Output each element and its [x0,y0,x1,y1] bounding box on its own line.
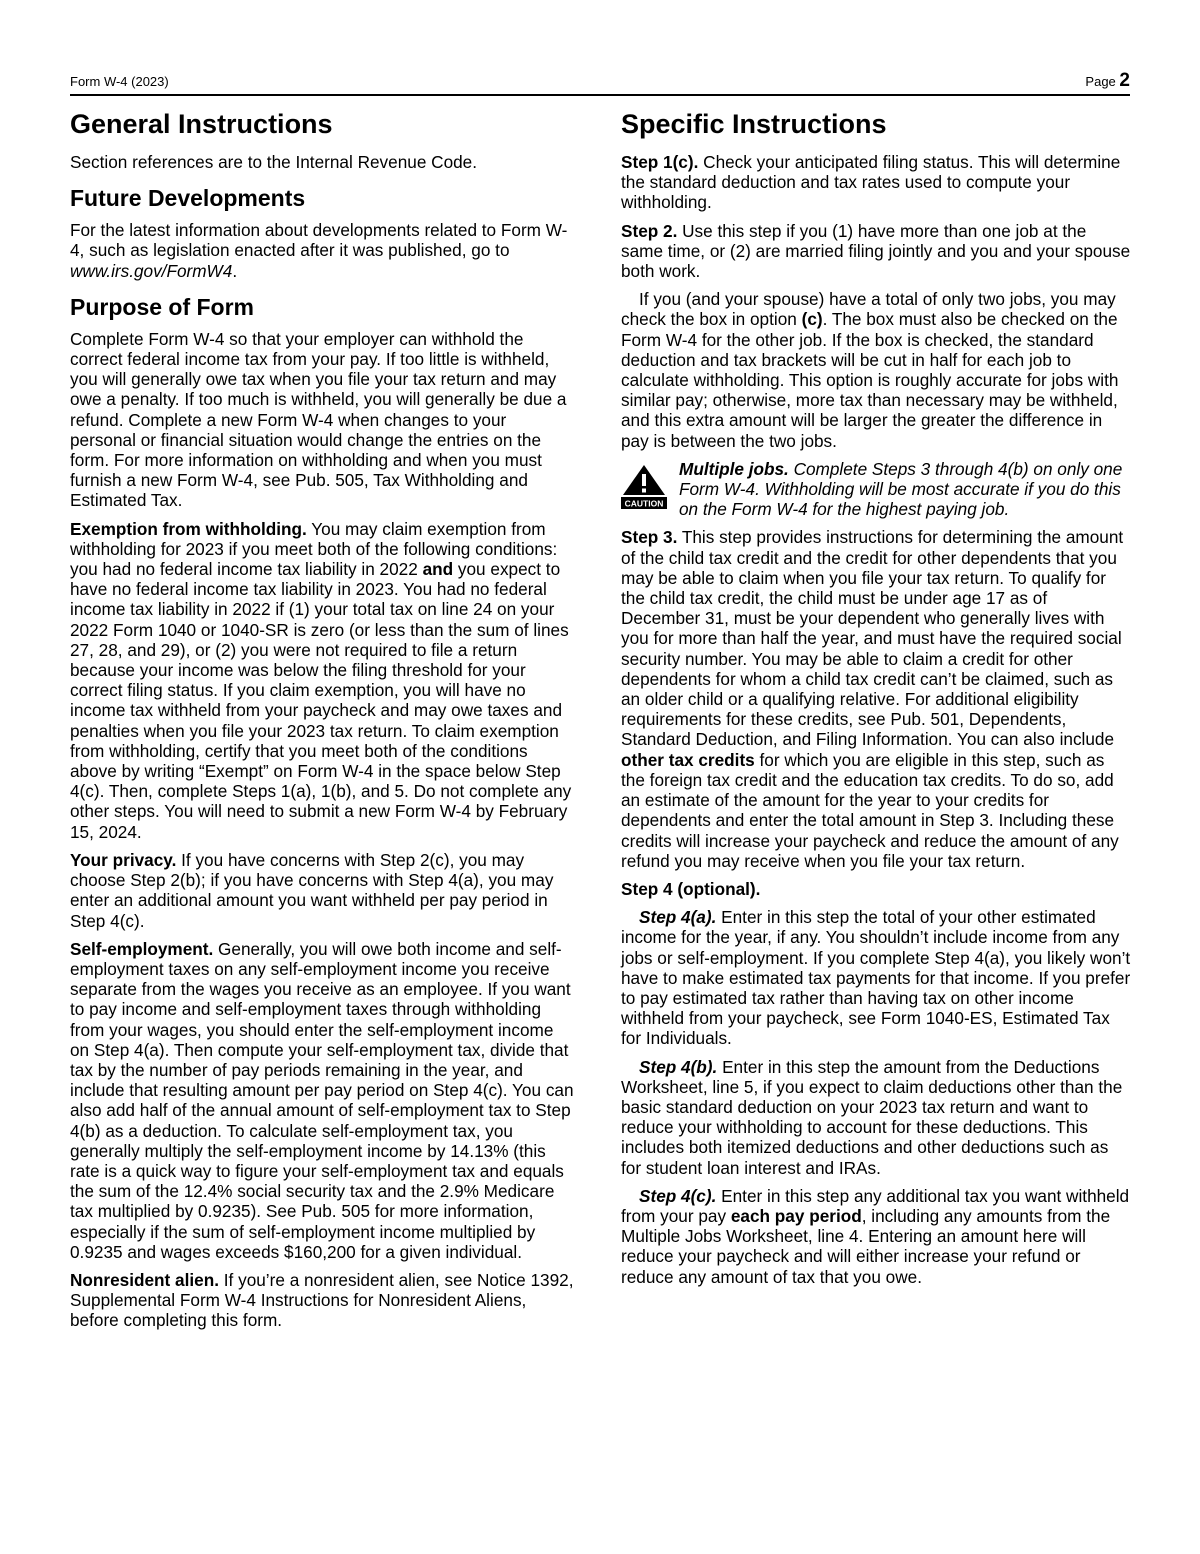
step2-label: Step 2. [621,220,678,241]
section-references: Section references are to the Internal Revenue Code. [70,152,478,172]
general-instructions-title: General Instructions [70,109,333,139]
self-employment-label: Self-employment. [70,938,214,959]
irs-link[interactable]: www.irs.gov/FormW4 [70,260,233,281]
step4b-label: Step 4(b). [639,1056,718,1077]
form-id: Form W-4 (2023) [70,74,169,89]
step2-paragraph: Step 2. Use this step if you (1) have more than one job at the same time, or (2) are married filing jointly and you and your spouse both work. [621,220,1131,282]
specific-instructions-title: Specific Instructions [621,109,887,139]
step3-paragraph: Step 3. This step provides instructions for determining the amount of the child tax credit and the credit for other dependents that you may be able to claim when you file your tax return. To qualify for the child tax credit, the child must be under age 17 as of December 31, must be your dependent who generally lives with you for more than half the year, and must have the required social security number. You may be able to claim a credit for other dependents for whom a child tax credit can’t be claimed, such as an older child or a qualifying relative. For additional eligibility requirements for these credits, see Pub. 501, Dependents, Standard Deduction, and Filing Information. You can also include other tax credits for which you are eligible in this step, such as the foreign tax credit and the education tax credits. To do so, add an estimate of the amount for the year to your credits for dependents and enter the total amount in Step 3. Including these credits will increase your paycheck and reduce the amount of any refund you may receive when you file your tax return. [621,527,1124,871]
step4-heading: Step 4 (optional). [621,878,761,899]
privacy-paragraph: Your privacy. If you have concerns with Step 2(c), you may choose Step 2(b); if you have concerns with Step 4(a), you may enter an additional amount you want withheld per pay period in Step 4(c). [70,849,554,931]
page-number [1085,70,1130,92]
caution-triangle-icon [621,463,667,509]
left-column [70,108,575,1339]
self-employment-paragraph: Self-employment. Generally, you will owe both income and self-employment taxes on any self-employment income you receive separate from the wages you receive as an employee. If you want to pay income and self-employment taxes through withholding from your wages, you should enter the self-employment income on Step 4(a). Then compute your self-employment tax, divide that tax by the number of pay periods remaining in the year, and include that resulting amount per pay period on Step 4(c). You can also add half of the annual amount of self-employment tax to Step 4(b) as a deduction. To calculate self-employment tax, you generally multiply the self-employment income by 14.13% (this rate is a quick way to figure your self-employment tax and equals the sum of the 12.4% social security tax and the 2.9% Medicare tax multiplied by 0.9235). See Pub. 505 for more information, especially if the sum of self-employment income multiplied by 0.9235 and wages exceeds $160,200 for a given individual. [70,938,574,1262]
purpose-heading: Purpose of Form [70,293,255,320]
caution-exclamation-bar [642,474,646,486]
caution-exclamation-dot [642,488,646,492]
privacy-label: Your privacy. [70,849,177,870]
step4a-paragraph: Step 4(a). Enter in this step the total of your other estimated income for the year, if any. You shouldn’t include income from any jobs or self-employment. If you complete Step 4(a), you likely won’t have to make estimated tax payments for that income. If you prefer to pay estimated tax rather than having tax on other income withheld from your paycheck, see Form 1040-ES, Estimated Tax for Individuals. [621,907,1131,1049]
exemption-paragraph: Exemption from withholding. You may claim exemption from withholding for 2023 if you meet both of the following conditions: you had no federal income tax liability in 2022 and you expect to have no federal income tax liability in 2023. You had no federal income tax liability in 2022 if (1) your total tax on line 24 on your 2022 Form 1040 or 1040-SR is zero (or less than the sum of lines 27, 28, and 29), or (2) you were not required to file a return because your income was below the filing threshold for your correct filing status. If you claim exemption, you will have no income tax withheld from your paycheck and may owe taxes and penalties when you file your 2023 tax return. To claim exemption from withholding, certify that you meet both of the conditions above by writing “Exempt” on Form W-4 in the space below Step 4(c). Then, complete Steps 1(a), 1(b), and 5. Do not complete any other steps. You will need to submit a new Form W-4 by February 15, 2024. [70,518,572,842]
step4c-label: Step 4(c). [639,1185,717,1206]
nonresident-paragraph: Nonresident alien. If you’re a nonresident alien, see Notice 1392, Supplemental Form W-4 Instructions for Nonresident Aliens, before completing this form. [70,1269,574,1331]
step4c-paragraph: Step 4(c). Enter in this step any additional tax you want withheld from your pay each pay period, including any amounts from the Multiple Jobs Worksheet, line 4. Entering an amount here will reduce your paycheck and will either increase your refund or reduce any amount of tax that you owe. [621,1185,1130,1287]
step4b-paragraph: Step 4(b). Enter in this step the amount from the Deductions Worksheet, line 5, if you expect to claim deductions other than the basic standard deduction on your 2023 tax return and want to reduce your withholding to account for these deductions. This includes both itemized deductions and other deductions such as for student loan interest and IRAs. [621,1056,1123,1178]
caution-word: CAUTION [624,498,664,509]
future-developments-text: For the latest information about developments related to Form W-4, such as legislation enacted after it was published, go to www.irs.gov/FormW4. [70,220,568,281]
exemption-label: Exemption from withholding. [70,518,307,539]
step1c-paragraph: Step 1(c). Check your anticipated filing status. This will determine the standard deduction and tax rates used to compute your withholding. [621,152,1121,213]
page-header [70,72,1130,96]
step3-label: Step 3. [621,527,678,548]
nonresident-label: Nonresident alien. [70,1269,219,1290]
page-number-value: 2 [1119,70,1130,91]
future-developments-heading: Future Developments [70,185,306,212]
step2-two-jobs-paragraph: If you (and your spouse) have a total of only two jobs, you may check the box in option (c). The box must also be checked on the Form W-4 for the other job. If the box is checked, the standard deduction and tax brackets will be cut in half for each job to calculate withholding. This option is roughly accurate for jobs with similar pay; otherwise, more tax than necessary may be withheld, and this extra amount will be larger the greater the difference in pay is between the two jobs. [621,289,1119,451]
caution-label: Multiple jobs. [679,458,789,479]
caution-text: Multiple jobs. Complete Steps 3 through 4(b) on only one Form W-4. Withholding will be most accurate if you do this on the Form W-4 for the highest paying job. [679,458,1123,520]
step1c-label: Step 1(c). [621,152,699,172]
page-label: Page [1085,74,1116,89]
caution-graphic [621,463,667,509]
caution-note [621,459,1131,520]
step4a-label: Step 4(a). [639,907,717,928]
right-column [621,108,1131,1295]
purpose-text: Complete Form W-4 so that your employer can withhold the correct federal income tax from your pay. If too little is withheld, you will generally owe tax when you file your tax return and may owe a penalty. If too much is withheld, you will generally be due a refund. Complete a new Form W-4 when changes to your personal or financial situation would change the entries on the form. For more information on withholding and when you must furnish a new Form W-4, see Pub. 505, Tax Withholding and Estimated Tax. [70,328,567,511]
